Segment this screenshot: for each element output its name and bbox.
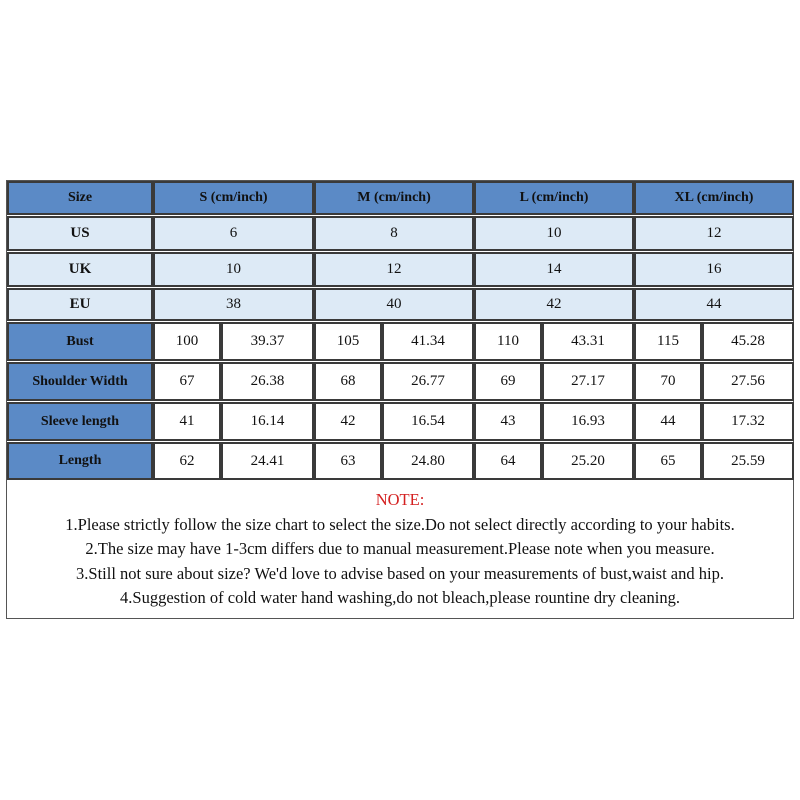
- conversion-value: 6: [153, 216, 314, 251]
- header-size-label: Size: [7, 181, 153, 215]
- note-line: 4.Suggestion of cold water hand washing,do not bleach,please rountine dry cleaning.: [120, 588, 680, 607]
- measurement-cm: 110: [474, 322, 542, 361]
- measurement-inch: 39.37: [221, 322, 314, 361]
- note-line: 1.Please strictly follow the size chart to select the size.Do not select directly according to your habits.: [65, 514, 735, 534]
- measurement-inch: 27.17: [542, 362, 634, 401]
- measurement-inch: 24.41: [221, 442, 314, 480]
- measurement-cm: 64: [474, 442, 542, 480]
- note-box: [7, 481, 793, 618]
- measurement-cm: 67: [153, 362, 221, 401]
- header-size-column: M (cm/inch): [314, 181, 474, 215]
- measurement-cm: 65: [634, 442, 702, 480]
- conversion-value: 44: [634, 288, 794, 321]
- measurement-inch: 17.32: [702, 402, 794, 441]
- measurement-cm: 41: [153, 402, 221, 441]
- measurement-inch: 25.59: [702, 442, 794, 480]
- measurement-inch: 16.54: [382, 402, 474, 441]
- measurement-inch: 43.31: [542, 322, 634, 361]
- note-title: NOTE:: [375, 490, 425, 509]
- measurement-cm: 68: [314, 362, 382, 401]
- measurement-inch: 26.77: [382, 362, 474, 401]
- measurement-cm: 69: [474, 362, 542, 401]
- conversion-row-label: UK: [7, 252, 153, 287]
- measurement-inch: 16.14: [221, 402, 314, 441]
- measurement-cm: 105: [314, 322, 382, 361]
- conversion-value: 14: [474, 252, 634, 287]
- measurement-inch: 24.80: [382, 442, 474, 480]
- measurement-inch: 45.28: [702, 322, 794, 361]
- measurement-cm: 44: [634, 402, 702, 441]
- measurement-cm: 115: [634, 322, 702, 361]
- measurement-row-label: Shoulder Width: [7, 362, 153, 401]
- measurement-cm: 62: [153, 442, 221, 480]
- header-size-column: L (cm/inch): [474, 181, 634, 215]
- measurement-inch: 25.20: [542, 442, 634, 480]
- measurement-cm: 42: [314, 402, 382, 441]
- measurement-inch: 26.38: [221, 362, 314, 401]
- conversion-value: 42: [474, 288, 634, 321]
- header-size-column: S (cm/inch): [153, 181, 314, 215]
- conversion-value: 16: [634, 252, 794, 287]
- measurement-cm: 70: [634, 362, 702, 401]
- conversion-row-label: US: [7, 216, 153, 251]
- conversion-row-label: EU: [7, 288, 153, 321]
- measurement-cm: 43: [474, 402, 542, 441]
- measurement-inch: 27.56: [702, 362, 794, 401]
- conversion-value: 8: [314, 216, 474, 251]
- conversion-value: 40: [314, 288, 474, 321]
- measurement-row-label: Bust: [7, 322, 153, 361]
- note-line: 2.The size may have 1-3cm differs due to manual measurement.Please note when you measure.: [85, 539, 715, 558]
- conversion-value: 10: [153, 252, 314, 287]
- conversion-value: 38: [153, 288, 314, 321]
- header-size-column: XL (cm/inch): [634, 181, 794, 215]
- conversion-value: 12: [634, 216, 794, 251]
- measurement-inch: 16.93: [542, 402, 634, 441]
- conversion-value: 12: [314, 252, 474, 287]
- conversion-value: 10: [474, 216, 634, 251]
- measurement-cm: 63: [314, 442, 382, 480]
- measurement-inch: 41.34: [382, 322, 474, 361]
- note-line: 3.Still not sure about size? We'd love to advise based on your measurements of bust,waist and hip.: [76, 563, 724, 583]
- measurement-row-label: Length: [7, 442, 153, 480]
- measurement-row-label: Sleeve length: [7, 402, 153, 441]
- measurement-cm: 100: [153, 322, 221, 361]
